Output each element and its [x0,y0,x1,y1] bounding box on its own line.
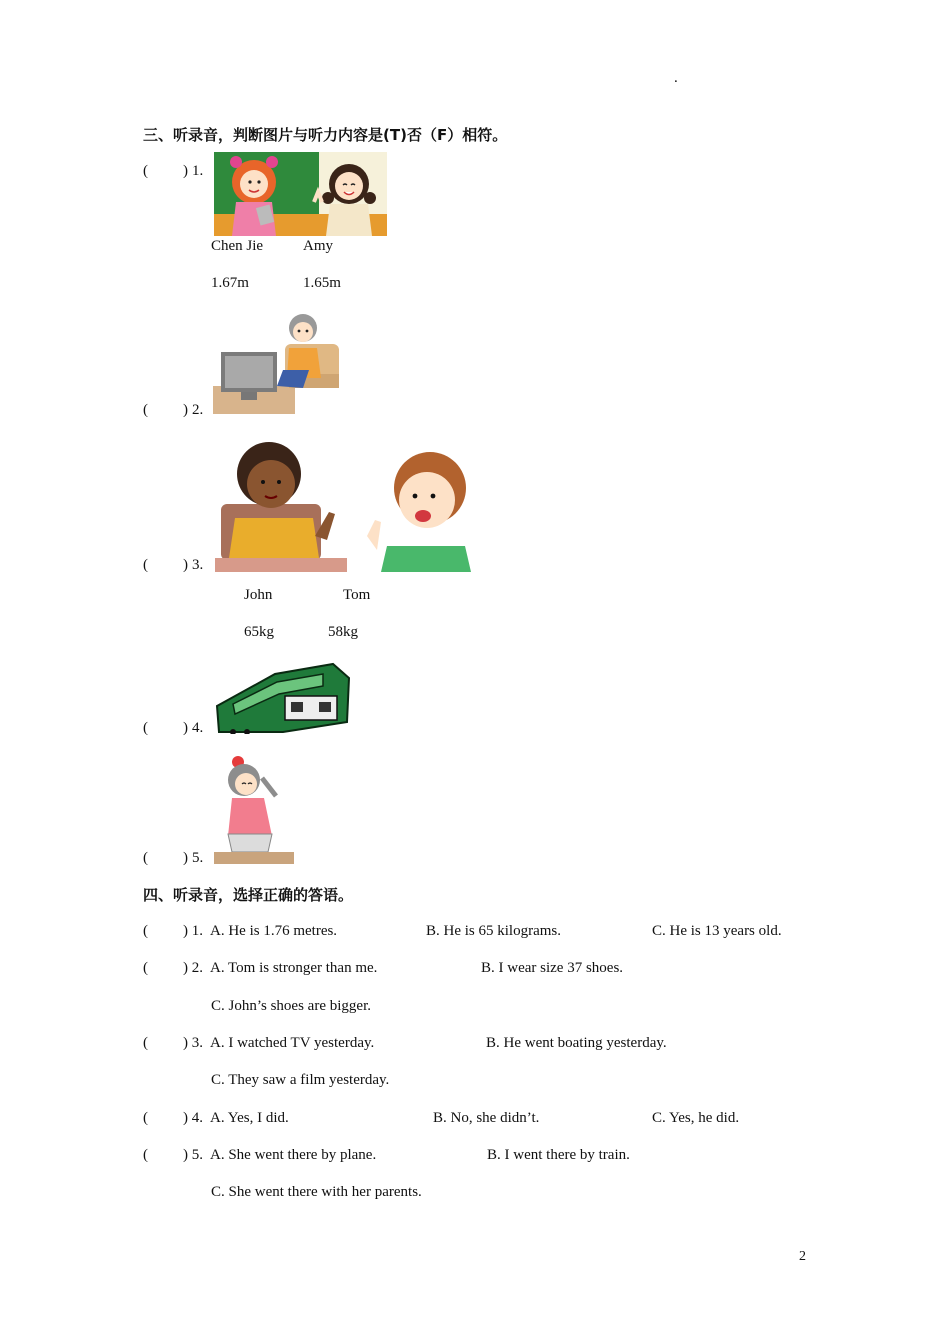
item-3-value-1: 65kg [244,624,274,640]
q1-option-c: C. He is 13 years old. [652,923,782,939]
q1-paren: ( [143,923,148,939]
item-5-paren-open: ( [143,850,148,866]
item-2-number: 2. [192,402,204,418]
item-4-number: 4. [192,720,204,736]
q3-paren: ( [143,1035,148,1051]
item-3-name-2: Tom [343,587,371,603]
q4-number: ) 4. [183,1110,203,1126]
q1-option-a: A. He is 1.76 metres. [210,923,338,939]
q5-paren: ( [143,1147,148,1163]
item-2-paren-close: ) [183,402,188,418]
item-1-paren-open: ( [143,163,148,179]
item-1-value-1: 1.67m [211,275,249,291]
girl-washing-clothes-picture [214,756,294,864]
q4-option-c: C. Yes, he did. [652,1110,740,1126]
q5-option-a: A. She went there by plane. [210,1147,377,1163]
item-4-paren-open: ( [143,720,148,736]
item-3-number: 3. [192,557,204,573]
q1-option-b: B. He is 65 kilograms. [426,923,561,939]
item-1-name-1: Chen Jie [211,238,264,254]
q2-number: ) 2. [183,960,203,976]
q4-option-a: A. Yes, I did. [210,1110,289,1126]
q4-paren: ( [143,1110,148,1126]
q2-option-a: A. Tom is stronger than me. [210,960,378,976]
green-train-picture [213,660,351,734]
q3-number: ) 3. [183,1035,203,1051]
item-3-name-1: John [244,587,273,603]
item-4-paren-close: ) [183,720,188,736]
two-boys-picture [215,440,485,572]
section-4-heading: 四、听录音，选择正确的答语。 [143,886,354,904]
item-5-paren-close: ) [183,850,188,866]
q2-option-c: C. John’s shoes are bigger. [211,998,371,1014]
q5-option-b: B. I went there by train. [487,1147,630,1163]
item-3-value-2: 58kg [328,624,358,640]
item-1-name-2: Amy [303,238,333,254]
section-3-heading: 三、听录音，判断图片与听力内容是(T)否（F）相符。 [143,126,508,144]
item-5-number: 5. [192,850,204,866]
q2-option-b: B. I wear size 37 shoes. [481,960,624,976]
item-1-value-2: 1.65m [303,275,341,291]
item-2-paren-open: ( [143,402,148,418]
header-dot: . [674,70,678,86]
grandma-watching-tv-picture [213,308,340,414]
page-number: 2 [799,1249,806,1264]
q1-number: ) 1. [183,923,203,939]
item-1-number: 1. [192,163,204,179]
q3-option-a: A. I watched TV yesterday. [210,1035,375,1051]
two-girls-classroom-picture [214,152,387,236]
q2-paren: ( [143,960,148,976]
item-3-paren-open: ( [143,557,148,573]
q4-option-b: B. No, she didn’t. [433,1110,540,1126]
q3-option-b: B. He went boating yesterday. [486,1035,667,1051]
q5-option-c: C. She went there with her parents. [211,1184,422,1200]
item-1-paren-close: ) [183,163,188,179]
item-3-paren-close: ) [183,557,188,573]
q3-option-c: C. They saw a film yesterday. [211,1072,390,1088]
q5-number: ) 5. [183,1147,203,1163]
